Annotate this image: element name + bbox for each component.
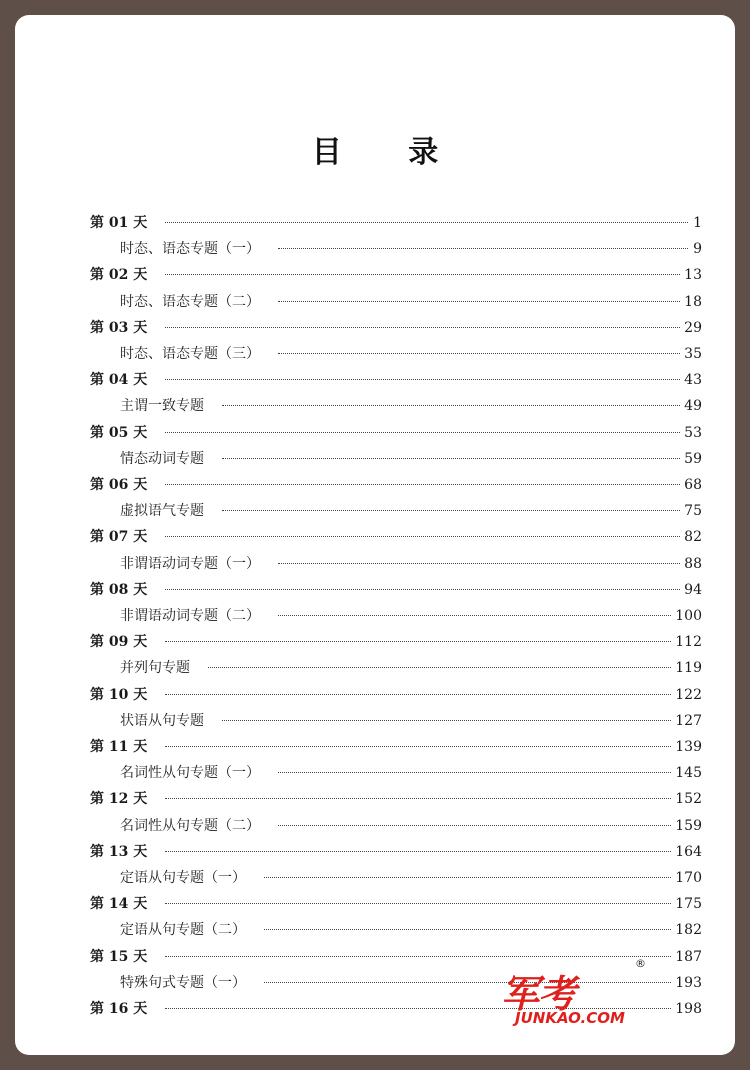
watermark-site: JUNKAO.COM bbox=[515, 1009, 625, 1027]
toc-page-number: 1 bbox=[693, 215, 702, 231]
toc-page-number: 18 bbox=[684, 293, 702, 310]
toc-day-row[interactable] bbox=[90, 315, 702, 341]
toc-leader-dots bbox=[278, 771, 671, 773]
toc-day-row[interactable] bbox=[90, 524, 702, 550]
toc-topic-row[interactable] bbox=[120, 760, 702, 786]
toc-page-number: 68 bbox=[684, 477, 702, 493]
toc-leader-dots bbox=[222, 719, 671, 721]
toc-leader-dots bbox=[264, 876, 671, 878]
toc-leader-dots bbox=[222, 404, 680, 406]
toc-page-number: 100 bbox=[675, 608, 702, 624]
toc-topic-row[interactable] bbox=[120, 498, 702, 524]
toc-entry-label: 第 01 天 bbox=[90, 215, 148, 231]
toc-entry-label: 非谓语动词专题（二） bbox=[120, 608, 260, 624]
toc-topic-row[interactable] bbox=[120, 813, 702, 839]
toc-leader-dots bbox=[165, 221, 688, 223]
toc-leader-dots bbox=[278, 247, 688, 249]
toc-leader-dots bbox=[222, 457, 680, 459]
toc-page-number: 94 bbox=[684, 581, 702, 598]
toc-leader-dots bbox=[278, 614, 671, 616]
toc-page-number: 119 bbox=[675, 660, 702, 677]
toc-page-number: 49 bbox=[684, 398, 702, 415]
toc-entry-label: 第 04 天 bbox=[90, 372, 148, 389]
page-title: 目 录 bbox=[311, 135, 467, 170]
toc-leader-dots bbox=[165, 378, 680, 380]
toc-page-number: 139 bbox=[675, 739, 702, 755]
toc-topic-row[interactable] bbox=[120, 341, 702, 367]
toc-page-number: 193 bbox=[675, 974, 702, 991]
toc-leader-dots bbox=[278, 300, 680, 302]
toc-entry-label: 时态、语态专题（一） bbox=[120, 241, 260, 258]
toc-entry-label: 定语从句专题（二） bbox=[120, 922, 246, 939]
toc-page-number: 82 bbox=[684, 529, 702, 546]
document-page bbox=[15, 15, 735, 1055]
toc-entry-label: 主谓一致专题 bbox=[120, 398, 204, 415]
toc-day-row[interactable] bbox=[90, 629, 702, 655]
toc-leader-dots bbox=[165, 640, 671, 642]
toc-entry-label: 并列句专题 bbox=[120, 660, 190, 677]
toc-page-number: 29 bbox=[684, 319, 702, 336]
toc-leader-dots bbox=[165, 693, 671, 695]
toc-entry-label: 第 07 天 bbox=[90, 529, 148, 546]
toc-leader-dots bbox=[222, 509, 680, 511]
registered-mark: ® bbox=[635, 957, 646, 970]
toc-page-number: 164 bbox=[675, 843, 702, 860]
toc-day-row[interactable] bbox=[90, 262, 702, 288]
toc-entry-label: 第 06 天 bbox=[90, 477, 148, 493]
toc-entry-label: 第 12 天 bbox=[90, 791, 148, 808]
toc-page-number: 88 bbox=[684, 555, 702, 572]
watermark-logo bbox=[501, 957, 661, 1033]
toc-day-row[interactable] bbox=[90, 734, 702, 760]
toc-leader-dots bbox=[165, 326, 680, 328]
toc-entry-label: 第 13 天 bbox=[90, 843, 148, 860]
toc-entry-label: 第 02 天 bbox=[90, 267, 148, 284]
toc-page-number: 75 bbox=[684, 503, 702, 520]
toc-day-row[interactable] bbox=[90, 786, 702, 812]
toc-page-number: 182 bbox=[675, 922, 702, 939]
toc-leader-dots bbox=[278, 352, 680, 354]
toc-entry-label: 第 08 天 bbox=[90, 581, 148, 598]
toc-entry-label: 第 16 天 bbox=[90, 1001, 148, 1017]
toc-entry-label: 定语从句专题（一） bbox=[120, 870, 246, 886]
toc-entry-label: 情态动词专题 bbox=[120, 450, 204, 467]
toc-page-number: 175 bbox=[675, 896, 702, 913]
toc-leader-dots bbox=[264, 928, 671, 930]
toc-entry-label: 第 05 天 bbox=[90, 424, 148, 441]
toc-leader-dots bbox=[278, 562, 680, 564]
toc-entry-label: 第 09 天 bbox=[90, 634, 148, 651]
toc-entry-label: 第 10 天 bbox=[90, 686, 148, 703]
toc-page-number: 112 bbox=[675, 634, 702, 651]
toc-leader-dots bbox=[165, 797, 671, 799]
toc-leader-dots bbox=[165, 850, 671, 852]
toc-leader-dots bbox=[208, 666, 671, 668]
toc-topic-row[interactable] bbox=[120, 708, 702, 734]
toc-topic-row[interactable] bbox=[120, 446, 702, 472]
toc-page-number: 127 bbox=[675, 712, 702, 729]
toc-page-number: 53 bbox=[684, 424, 702, 441]
toc-topic-row[interactable] bbox=[120, 865, 702, 891]
toc-entry-label: 非谓语动词专题（一） bbox=[120, 555, 260, 572]
toc-day-row[interactable] bbox=[90, 577, 702, 603]
toc-page-number: 170 bbox=[675, 870, 702, 886]
toc-entry-label: 第 03 天 bbox=[90, 319, 148, 336]
toc-page-number: 35 bbox=[684, 346, 702, 362]
toc-topic-row[interactable] bbox=[120, 917, 702, 943]
toc-page-number: 145 bbox=[675, 765, 702, 782]
toc-page-number: 59 bbox=[684, 450, 702, 467]
toc-topic-row[interactable] bbox=[120, 655, 702, 681]
toc-day-row[interactable] bbox=[90, 210, 702, 236]
toc-topic-row[interactable] bbox=[120, 236, 702, 262]
toc-day-row[interactable] bbox=[90, 420, 702, 446]
toc-day-row[interactable] bbox=[90, 891, 702, 917]
toc-page-number: 159 bbox=[675, 817, 702, 834]
toc-leader-dots bbox=[165, 273, 680, 275]
toc-day-row[interactable] bbox=[90, 682, 702, 708]
toc-entry-label: 第 15 天 bbox=[90, 948, 148, 965]
toc-leader-dots bbox=[165, 902, 671, 904]
toc-page-number: 152 bbox=[675, 791, 702, 808]
toc-entry-label: 第 14 天 bbox=[90, 896, 148, 913]
toc-leader-dots bbox=[165, 955, 671, 957]
toc-leader-dots bbox=[165, 745, 671, 747]
toc-topic-row[interactable] bbox=[120, 603, 702, 629]
toc-entry-label: 时态、语态专题（二） bbox=[120, 293, 260, 310]
toc-page-number: 43 bbox=[684, 372, 702, 389]
toc-day-row[interactable] bbox=[90, 472, 702, 498]
toc-topic-row[interactable] bbox=[120, 551, 702, 577]
toc-entry-label: 状语从句专题 bbox=[120, 712, 204, 729]
toc-page-number: 122 bbox=[675, 686, 702, 703]
toc-entry-label: 时态、语态专题（三） bbox=[120, 346, 260, 362]
toc-entry-label: 名词性从句专题（二） bbox=[120, 817, 260, 834]
toc-topic-row[interactable] bbox=[120, 393, 702, 419]
toc-leader-dots bbox=[165, 431, 680, 433]
watermark-logo-text: 军考 bbox=[501, 972, 576, 1016]
toc-leader-dots bbox=[165, 535, 680, 537]
toc-leader-dots bbox=[278, 824, 671, 826]
toc-entry-label: 第 11 天 bbox=[90, 739, 148, 755]
toc-day-row[interactable] bbox=[90, 839, 702, 865]
toc-entry-label: 特殊句式专题（一） bbox=[120, 974, 246, 991]
toc-page-number: 9 bbox=[693, 241, 702, 258]
toc-leader-dots bbox=[165, 588, 680, 590]
toc-page-number: 198 bbox=[675, 1001, 702, 1017]
toc-entry-label: 名词性从句专题（一） bbox=[120, 765, 260, 782]
toc-topic-row[interactable] bbox=[120, 289, 702, 315]
toc-page-number: 187 bbox=[675, 948, 702, 965]
toc-day-row[interactable] bbox=[90, 367, 702, 393]
toc-page-number: 13 bbox=[684, 267, 702, 284]
toc-leader-dots bbox=[165, 483, 680, 485]
toc-entry-label: 虚拟语气专题 bbox=[120, 503, 204, 520]
